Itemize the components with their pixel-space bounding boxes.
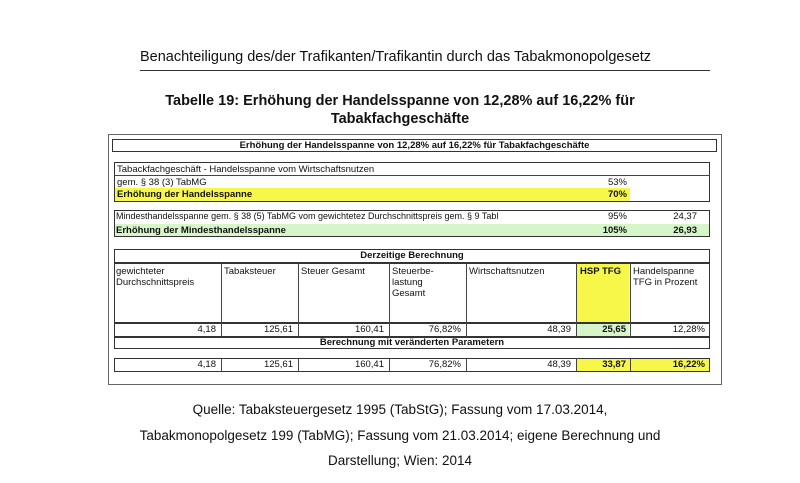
col-divider xyxy=(466,323,467,337)
current-total-tax: 160,41 xyxy=(354,324,384,335)
source-line-2: Tabakmonopolgesetz 199 (TabMG); Fassung vom 21.03.2014; eigene Berechnung und xyxy=(139,428,661,443)
col-header-tax-burden-2: lastung xyxy=(392,277,423,288)
changed-economic-benefit: 48,39 xyxy=(547,359,571,370)
col-divider xyxy=(576,323,577,337)
margin-block-divider xyxy=(114,175,710,176)
col-divider xyxy=(466,358,467,372)
header-rule xyxy=(140,70,710,71)
col-divider xyxy=(630,358,631,372)
col-divider xyxy=(298,323,299,337)
margin-block-heading: Tabackfachgeschäft - Handelsspanne vom Wirtschaftsnutzen xyxy=(117,164,375,175)
minimum-margin-label: Mindesthandelsspanne gem. § 38 (5) TabMG vom gewichtetez Durchschnittspreis gem. § 9 Tabl xyxy=(116,211,499,221)
col-header-avg-price: gewichteter xyxy=(116,266,165,277)
table-caption: Erhöhung der Handelsspanne von 12,28% auf 16,22% für Tabakfachgeschäfte xyxy=(239,140,590,151)
current-tax-burden: 76,82% xyxy=(428,324,461,335)
current-tobacco-tax: 125,61 xyxy=(263,324,293,335)
minimum-margin-value: 24,37 xyxy=(673,211,697,222)
changed-tax-burden: 76,82% xyxy=(428,359,461,370)
col-header-tax-burden: Steuerbe- xyxy=(392,266,434,277)
current-avg-price: 4,18 xyxy=(197,324,216,335)
col-header-avg-price-2: Durchschnittspreis xyxy=(116,277,195,288)
col-divider xyxy=(221,323,222,337)
col-header-total-tax: Steuer Gesamt xyxy=(301,266,365,277)
col-divider xyxy=(389,358,390,372)
col-header-economic-benefit: Wirtschaftsnutzen xyxy=(469,266,545,277)
current-calc-section-title: Derzeitige Berechnung xyxy=(360,250,464,261)
margin-statutory-label: gem. § 38 (3) TabMG xyxy=(117,177,207,188)
col-divider xyxy=(576,263,577,323)
margin-increase-value: 70% xyxy=(607,189,627,200)
col-header-tax-burden-3: Gesamt xyxy=(392,288,426,299)
col-header-margin-percent: Handelspanne xyxy=(633,266,695,277)
col-divider xyxy=(466,263,467,323)
col-header-margin-percent-2: TFG in Prozent xyxy=(633,277,698,288)
col-divider xyxy=(389,263,390,323)
col-divider xyxy=(630,323,631,337)
col-header-hsp-tfg: HSP TFG xyxy=(580,266,621,277)
col-header-tobacco-tax: Tabaksteuer xyxy=(224,266,276,277)
margin-statutory-value: 53% xyxy=(607,177,627,188)
changed-tobacco-tax: 125,61 xyxy=(263,359,293,370)
minimum-margin-percent: 95% xyxy=(607,211,627,222)
col-divider xyxy=(298,358,299,372)
source-line-1: Quelle: Tabaksteuergesetz 1995 (TabStG); Fassung vom 17.03.2014, xyxy=(192,402,608,417)
col-divider xyxy=(630,263,631,323)
running-header: Benachteiligung des/der Trafikanten/Trafikantin durch das Tabakmonopolgesetz xyxy=(140,49,652,65)
current-economic-benefit: 48,39 xyxy=(547,324,571,335)
col-divider xyxy=(221,263,222,323)
changed-calc-section-title: Berechnung mit veränderten Parametern xyxy=(319,337,505,348)
current-hsp-tfg: 25,65 xyxy=(602,324,626,335)
current-margin-percent: 12,28% xyxy=(672,324,705,335)
changed-avg-price: 4,18 xyxy=(197,359,216,370)
col-divider xyxy=(298,263,299,323)
minimum-margin-increase-percent: 105% xyxy=(602,225,627,236)
table-title-line-2: Tabakfachgeschäfte xyxy=(330,111,470,127)
minimum-margin-increase-label: Erhöhung der Mindesthandelsspanne xyxy=(116,225,286,236)
margin-increase-label: Erhöhung der Handelsspanne xyxy=(117,189,253,200)
changed-margin-percent: 16,22% xyxy=(672,359,705,370)
source-line-3: Darstellung; Wien: 2014 xyxy=(327,453,473,468)
minimum-margin-increase-value: 26,93 xyxy=(673,225,697,236)
changed-total-tax: 160,41 xyxy=(354,359,384,370)
col-divider xyxy=(221,358,222,372)
table-title-line-1: Tabelle 19: Erhöhung der Handelsspanne von 12,28% auf 16,22% für xyxy=(165,93,635,109)
col-divider xyxy=(576,358,577,372)
col-divider xyxy=(389,323,390,337)
changed-hsp-tfg: 33,87 xyxy=(602,359,626,370)
